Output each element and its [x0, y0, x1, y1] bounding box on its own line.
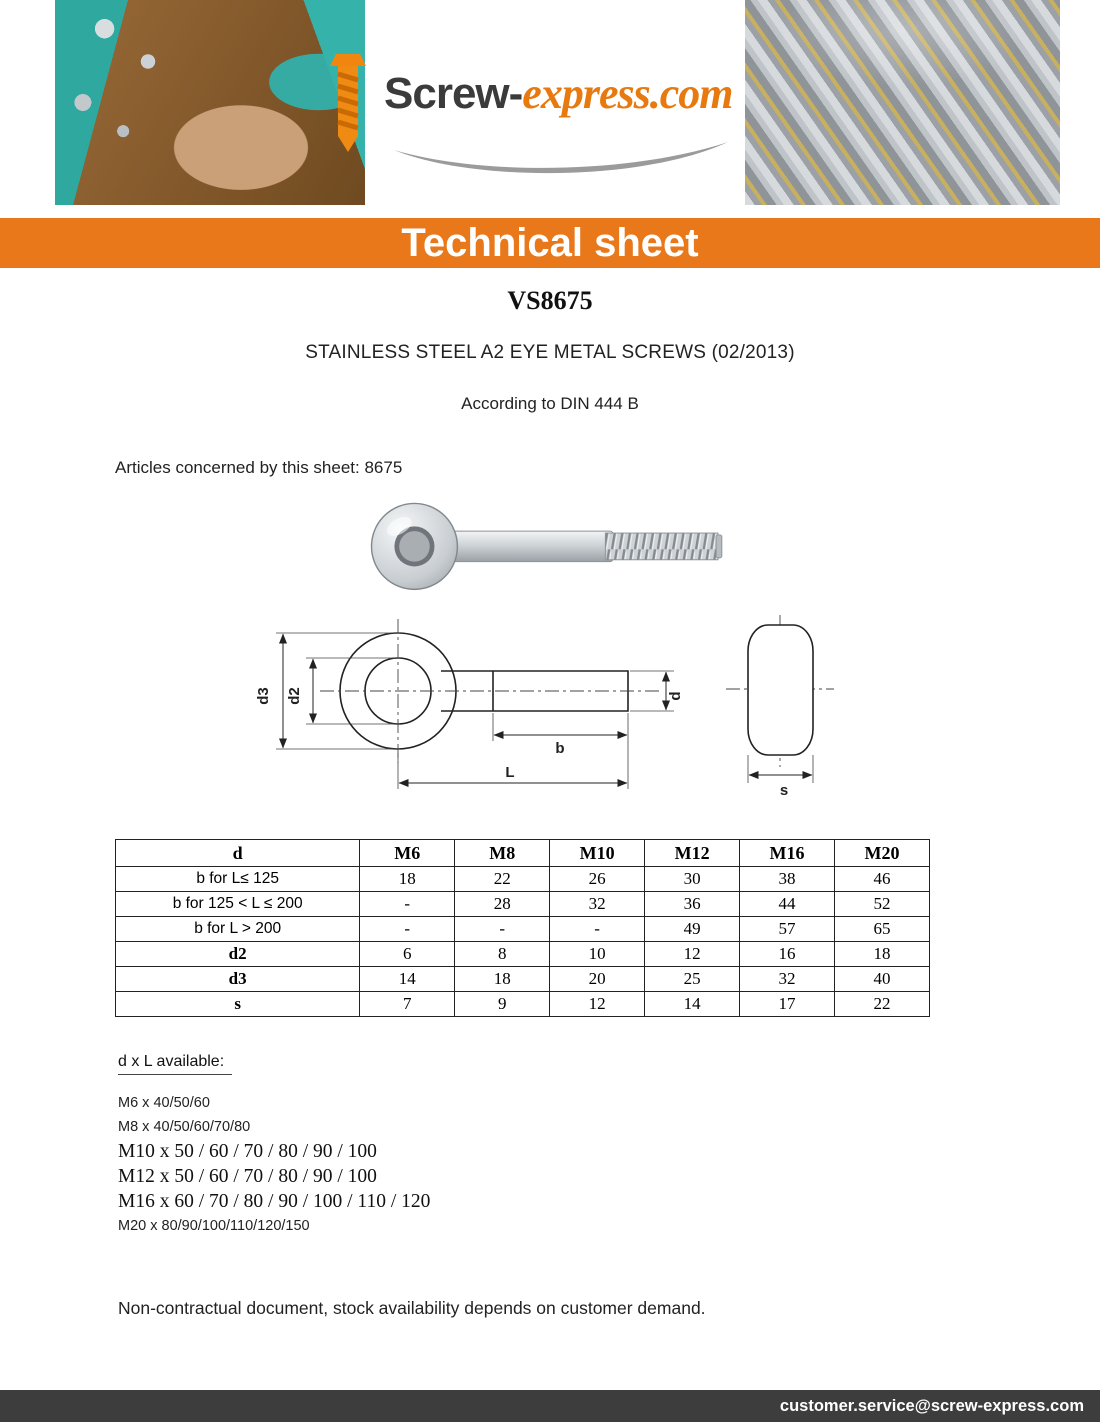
table-cell: 46 — [834, 867, 929, 892]
availability-heading: d x L available: — [118, 1053, 232, 1075]
table-row — [116, 967, 930, 992]
banner-title: Technical sheet — [401, 221, 699, 265]
table-cell: 40 — [834, 967, 929, 992]
dim-label-s: s — [779, 782, 789, 799]
logo-part2: express.com — [522, 69, 733, 118]
screws-pile-photo — [745, 0, 1060, 205]
row-label: b for 125 < L ≤ 200 — [116, 892, 360, 917]
availability-item: M8 x 40/50/60/70/80 — [118, 1119, 251, 1135]
table-header: M20 — [834, 840, 929, 867]
table-cell: 20 — [550, 967, 645, 992]
table-cell: 14 — [360, 967, 455, 992]
table-cell: 57 — [740, 917, 835, 942]
table-cell: 22 — [834, 992, 929, 1017]
table-header: M6 — [360, 840, 455, 867]
availability-item: M12 x 50 / 60 / 70 / 80 / 90 / 100 — [118, 1166, 377, 1187]
logo-part1: Screw- — [384, 69, 523, 118]
table-cell: 22 — [455, 867, 550, 892]
document-code: VS8675 — [507, 286, 593, 315]
table-cell: - — [360, 892, 455, 917]
table-cell: - — [360, 917, 455, 942]
non-contractual-note: Non-contractual document, stock availability depends on customer demand. — [118, 1298, 706, 1318]
table-header: M8 — [455, 840, 550, 867]
table-cell: 16 — [740, 942, 835, 967]
table-cell: 12 — [645, 942, 740, 967]
standard-reference: According to DIN 444 B — [461, 394, 639, 413]
table-cell: 8 — [455, 942, 550, 967]
table-cell: 44 — [740, 892, 835, 917]
customer-service-email[interactable]: customer.service@screw-express.com — [779, 1397, 1084, 1415]
row-label: b for L > 200 — [116, 917, 360, 942]
dim-label-d: d — [667, 691, 684, 701]
table-cell: 9 — [455, 992, 550, 1017]
table-cell: - — [550, 917, 645, 942]
dim-label-d3: d3 — [255, 687, 272, 705]
screw-icon — [322, 48, 374, 158]
table-cell: 28 — [455, 892, 550, 917]
row-label: b for L≤ 125 — [116, 867, 360, 892]
table-header: M10 — [550, 840, 645, 867]
table-cell: 17 — [740, 992, 835, 1017]
table-cell: 36 — [645, 892, 740, 917]
logo-swoosh — [392, 136, 732, 180]
footer-bar — [0, 1390, 1100, 1422]
workbench-photo — [55, 0, 365, 205]
table-cell: 10 — [550, 942, 645, 967]
dim-label-L: L — [505, 764, 515, 781]
technical-sheet-banner — [0, 218, 1100, 268]
articles-line: Articles concerned by this sheet: 8675 — [115, 458, 403, 477]
table-cell: 52 — [834, 892, 929, 917]
availability-item: M20 x 80/90/100/110/120/150 — [118, 1218, 310, 1234]
availability-item: M6 x 40/50/60 — [118, 1095, 210, 1111]
technical-drawing — [228, 613, 868, 825]
table-cell: 30 — [645, 867, 740, 892]
document-title: STAINLESS STEEL A2 EYE METAL SCREWS (02/2013) — [305, 342, 795, 363]
table-cell: 18 — [360, 867, 455, 892]
availability-item: M10 x 50 / 60 / 70 / 80 / 90 / 100 — [118, 1141, 377, 1162]
table-cell: 65 — [834, 917, 929, 942]
availability-list — [118, 1091, 1100, 1238]
table-cell: 38 — [740, 867, 835, 892]
page-header — [0, 0, 1100, 205]
table-cell: 25 — [645, 967, 740, 992]
dim-label-b: b — [555, 740, 565, 757]
availability-item: M16 x 60 / 70 / 80 / 90 / 100 / 110 / 120 — [118, 1191, 431, 1212]
table-row — [116, 867, 930, 892]
table-cell: 18 — [455, 967, 550, 992]
table-cell: 12 — [550, 992, 645, 1017]
table-header-row — [116, 840, 930, 867]
row-label: d3 — [116, 967, 360, 992]
dimensions-table — [115, 839, 930, 1017]
row-label: d2 — [116, 942, 360, 967]
table-cell: 14 — [645, 992, 740, 1017]
table-cell: 18 — [834, 942, 929, 967]
logo-text — [384, 68, 732, 119]
table-cell: 32 — [740, 967, 835, 992]
table-row — [116, 992, 930, 1017]
table-row — [116, 917, 930, 942]
table-header: d — [116, 840, 360, 867]
table-cell: 6 — [360, 942, 455, 967]
eye-bolt-photo — [350, 492, 750, 597]
table-header: M16 — [740, 840, 835, 867]
dim-label-d2: d2 — [286, 687, 303, 705]
table-cell: 7 — [360, 992, 455, 1017]
table-cell: 49 — [645, 917, 740, 942]
table-header: M12 — [645, 840, 740, 867]
table-cell: - — [455, 917, 550, 942]
table-cell: 26 — [550, 867, 645, 892]
table-cell: 32 — [550, 892, 645, 917]
table-row — [116, 892, 930, 917]
table-row — [116, 942, 930, 967]
row-label: s — [116, 992, 360, 1017]
